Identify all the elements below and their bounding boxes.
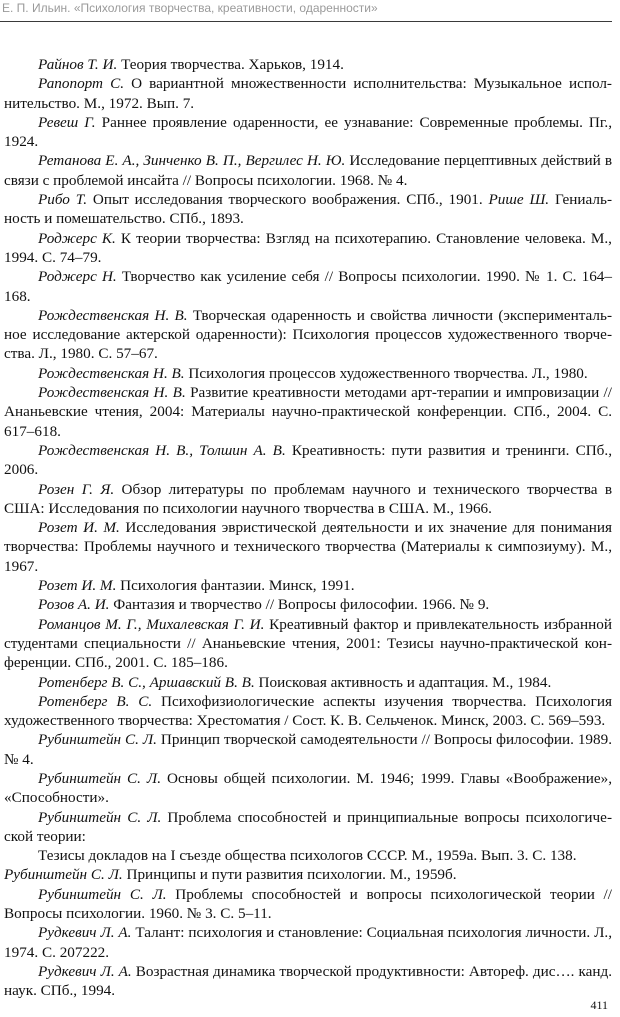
reference-text: К теории творчества: Взгляд на психотерапию. Становление человека. М., 1994. С. 74–79. — [4, 229, 612, 266]
reference-authors: Рубинштейн С. Л. — [4, 866, 123, 884]
reference-entry — [4, 55, 612, 74]
reference-text: Раннее проявление одаренности, ее узнавание: Современные проблемы. Пг., 1924. — [4, 113, 612, 151]
reference-text: Принципы и пути развития психологии. М., 1959б. — [122, 866, 457, 884]
reference-authors: Рождественская Н. В. — [38, 364, 185, 382]
reference-text: Психофизиологические аспекты изучения творчества. Психология художественного творчества: Хрестоматия / Сост. К. В. Сельченок. Минск, 2003. С. 569–593. — [4, 692, 612, 730]
reference-text: Фантазия и творчество // Вопросы философии. 1966. № 9. — [109, 596, 490, 614]
reference-entry — [4, 113, 612, 152]
running-title: Е. П. Ильин. «Психология творчества, креативности, одаренности» — [2, 1, 378, 15]
reference-authors: Розен Г. Я. — [38, 480, 115, 498]
reference-entry — [4, 769, 612, 808]
reference-authors: Ревеш Г. — [38, 113, 96, 131]
reference-entry — [4, 692, 612, 731]
reference-text: Талант: психология и становление: Социальная психология личности. Л., 1974. С. 207222. — [4, 924, 612, 961]
reference-entry — [4, 846, 612, 865]
reference-entry — [4, 962, 612, 1001]
reference-text: Опыт исследования творческого воображения. СПб., 1901. — [87, 191, 489, 209]
reference-entry — [4, 808, 612, 847]
reference-authors: Рождественская Н. В. — [38, 384, 186, 402]
reference-authors: Роджерс Н. — [38, 268, 117, 286]
reference-entry — [4, 615, 612, 673]
reference-authors: Рише Ш. — [488, 191, 550, 209]
reference-text: Принцип творческой самодеятельности // Вопросы философии. 1989. № 4. — [4, 731, 612, 768]
running-header — [0, 0, 620, 22]
reference-text: Психология процессов художественного творчества. Л., 1980. — [184, 364, 588, 382]
reference-text: Гениальность и помешательство. СПб., 1893. — [4, 191, 612, 228]
reference-entry — [4, 151, 612, 190]
reference-authors: Райнов Т. И. — [38, 56, 118, 73]
reference-authors: Розов А. И. — [38, 596, 110, 614]
reference-text: Исследование перцептивных действий в связи с проблемой инсайта // Вопросы психологии. 1968. № 4. — [4, 152, 612, 189]
reference-text: Возрастная динамика творческой продуктивности: Автореф. дис…. канд. наук. СПб., 1994. — [4, 962, 612, 1000]
reference-text: Креативный фактор и привлекательность избранной студентами специальности // Ананьевские чтения, 2001: Тезисы научно-практической конференции. СПб., 2001. С. 185–186. — [4, 615, 613, 672]
reference-authors: Розет И. М. — [38, 577, 117, 595]
reference-entry — [4, 595, 612, 614]
reference-authors: Ротенберг В. С., Аршавский В. В. — [38, 673, 255, 691]
reference-text: Основы общей психологии. М. 1946; 1999. Главы «Воображение», «Способности». — [4, 769, 612, 807]
reference-text: Развитие креативности методами арт-терапии и импровизации // Ананьевские чтения, 2004: Материалы научно-практической конференции. СПб., 2004. С. 617–618. — [4, 384, 612, 440]
reference-list — [4, 55, 612, 1001]
reference-entry — [4, 480, 612, 519]
reference-authors: Рождественская Н. В. — [38, 306, 188, 324]
reference-entry — [4, 923, 612, 962]
reference-entry — [4, 518, 612, 576]
reference-text: Исследования эвристической деятельности и их значение для понимания творчества: Проблемы научного и технического творчества (Материалы к симпозиуму). М., 1967. — [4, 519, 612, 575]
reference-entry — [4, 576, 612, 595]
reference-text: Тезисы докладов на I съезде общества психологов СССР. М., 1959а. Вып. 3. С. 138. — [38, 847, 577, 865]
reference-authors: Ротенберг В. С. — [38, 692, 153, 710]
reference-authors: Рудкевич Л. А. — [38, 924, 132, 942]
reference-text: Проблемы способностей и вопросы психологической теории // Вопросы психологии. 1960. № 3. С. 5–11. — [4, 885, 612, 923]
reference-entry — [4, 306, 612, 364]
reference-authors: Рубинштейн С. Л. — [38, 731, 157, 749]
reference-entry — [4, 441, 612, 480]
reference-entry — [4, 190, 612, 229]
reference-text: Проблема способностей и принципиальные вопросы психологической теории: — [4, 808, 612, 845]
reference-authors: Рубинштейн С. Л. — [38, 769, 162, 787]
reference-authors: Рибо Т. — [38, 191, 88, 209]
reference-authors: Рубинштейн С. Л. — [38, 885, 167, 903]
reference-authors: Рапопорт С. — [38, 75, 125, 93]
reference-entry — [4, 673, 612, 692]
reference-authors: Ретанова Е. А., Зинченко В. П., Вергилес Н. Ю. — [38, 152, 346, 170]
reference-authors: Роджерс К. — [38, 229, 116, 247]
reference-authors: Рождественская Н. В., Толшин А. В. — [38, 441, 286, 459]
reference-entry — [4, 383, 612, 441]
reference-entry — [4, 364, 612, 383]
reference-entry — [4, 865, 612, 884]
reference-text: Творческая одаренность и свойства личности (экспериментальное исследование актерской одаренности): Психология процессов художественного творчества. Л., 1980. С. 57–67. — [4, 306, 612, 363]
page-number: 411 — [590, 998, 608, 1012]
reference-authors: Рубинштейн С. Л. — [38, 808, 162, 826]
reference-entry — [4, 74, 612, 113]
reference-authors: Розет И. М. — [38, 519, 120, 537]
reference-entry — [4, 730, 612, 769]
reference-text: Творчество как усиление себя // Вопросы психологии. 1990. № 1. С. 164–168. — [4, 268, 612, 305]
reference-text: Психология фантазии. Минск, 1991. — [116, 577, 355, 595]
reference-entry — [4, 229, 612, 268]
reference-authors: Романцов М. Г., Михалевская Г. И. — [38, 615, 265, 633]
reference-entry — [4, 267, 612, 306]
reference-authors: Рудкевич Л. А. — [38, 962, 132, 980]
reference-text: Поисковая активность и адаптация. М., 1984. — [254, 673, 552, 691]
reference-text: О вариантной множественности исполнительства: Музыкальное исполнительство. М., 1972. Вып. 7. — [4, 75, 612, 112]
reference-text: Теория творчества. Харьков, 1914. — [117, 56, 344, 73]
reference-text: Креативность: пути развития и тренинги. СПб., 2006. — [4, 441, 612, 479]
header-rule — [0, 21, 612, 22]
reference-entry — [4, 885, 612, 924]
reference-text: Обзор литературы по проблемам научного и технического творчества в США: Исследования по психологии научного творчества в США. М., 1966. — [4, 480, 612, 517]
